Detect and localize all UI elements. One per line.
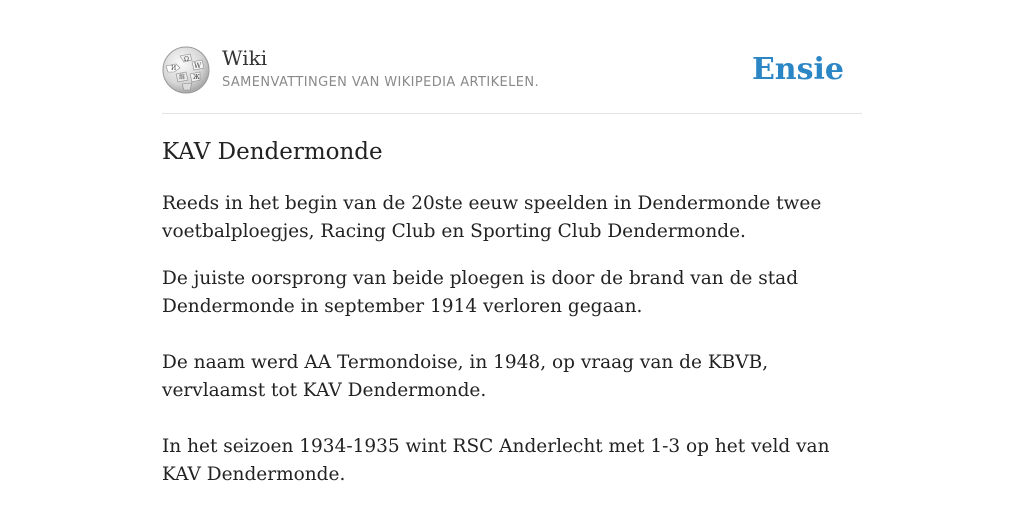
site-title[interactable]: Wiki	[222, 46, 268, 70]
ensie-brand-link[interactable]: Ensie	[751, 52, 844, 87]
article-paragraph-4: In het seizoen 1934-1935 wint RSC Anderlecht met 1-3 op het veld van KAV Dendermonde.	[162, 436, 830, 485]
wikipedia-globe-icon[interactable]	[162, 46, 210, 94]
logo-glyph-3: И	[171, 65, 177, 72]
site-subtitle: SAMENVATTINGEN VAN WIKIPEDIA ARTIKELEN.	[222, 75, 540, 90]
logo-glyph-4: 維	[179, 74, 186, 81]
logo-glyph-1: Ω	[184, 56, 189, 63]
logo-glyph-5: Ж	[193, 74, 200, 81]
article-paragraph-1: Reeds in het begin van de 20ste eeuw speelden in Dendermonde twee voetbalploegjes, Racing Club en Sporting Club Dendermonde.	[162, 193, 822, 242]
site-header	[162, 46, 862, 114]
article-title: KAV Dendermonde	[162, 139, 383, 165]
article-paragraph-3: De naam werd AA Termondoise, in 1948, op vraag van de KBVB, vervlaamst tot KAV Dendermonde.	[162, 352, 769, 401]
logo-glyph-2: W	[194, 62, 202, 70]
article-paragraph-2: De juiste oorsprong van beide ploegen is door de brand van de stad Dendermonde in september 1914 verloren gegaan.	[162, 268, 799, 317]
article-content	[162, 136, 862, 489]
